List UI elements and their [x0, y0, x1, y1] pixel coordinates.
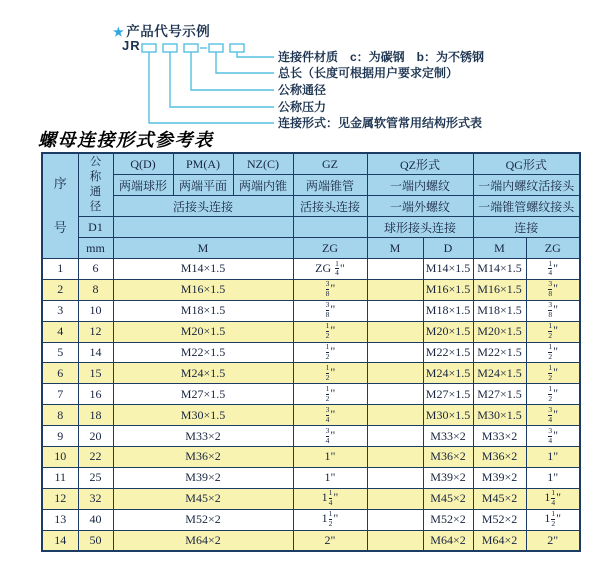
cell-no: 1	[42, 259, 78, 280]
cell-qz_d: M39×2	[423, 467, 473, 488]
cell-m: M18×1.5	[113, 300, 293, 321]
cell-qg_m: M14×1.5	[473, 259, 526, 280]
header-col-qd: Q(D)	[113, 153, 173, 175]
cell-qz_d: M64×2	[423, 530, 473, 551]
header-zg-thread: ZG	[293, 238, 367, 259]
table-row	[42, 426, 580, 447]
fraction: $\frac{1}{2}$	[325, 342, 330, 361]
table-header	[42, 153, 580, 259]
cell-qg_m: M45×2	[473, 488, 526, 509]
cell-dn: 10	[78, 300, 113, 321]
cell-gz: 2"	[293, 530, 367, 551]
table-row	[42, 467, 580, 488]
fraction: $\frac{3}{4}$	[548, 404, 553, 424]
table-row	[42, 509, 580, 530]
header-qz-m: M	[367, 238, 423, 259]
cell-no: 11	[42, 467, 78, 488]
table-row	[42, 342, 580, 363]
cell-qg_m: M30×1.5	[473, 405, 526, 426]
fraction: $\frac{1}{4}$	[548, 258, 553, 278]
fraction: $\frac{3}{4}$	[548, 425, 553, 445]
fraction: $\frac{1}{2}$	[325, 363, 330, 382]
cell-dn: 12	[78, 321, 113, 342]
cell-m: M45×2	[113, 488, 293, 509]
fraction: $\frac{3}{8}$	[325, 279, 330, 299]
cell-m: M27×1.5	[113, 384, 293, 405]
cell-qz_d: M52×2	[423, 509, 473, 530]
cell-qg_m: M39×2	[473, 467, 526, 488]
connector-line	[170, 52, 274, 107]
cell-m: M33×2	[113, 426, 293, 447]
header-qz-conn: 球形接头连接	[367, 217, 473, 238]
cell-no: 5	[42, 342, 78, 363]
table-row	[42, 530, 580, 551]
cell-no: 2	[42, 279, 78, 300]
cell-gz: $\frac{1}{2}$ "	[293, 363, 367, 384]
table-row	[42, 321, 580, 342]
fraction: $\frac{3}{8}$	[548, 300, 553, 320]
cell-qz_m	[367, 530, 423, 551]
cell-qz_d: M33×2	[423, 426, 473, 447]
cell-qz_d: M22×1.5	[423, 342, 473, 363]
cell-gz: $\frac{1}{2}$ "	[293, 321, 367, 342]
cell-qz_m	[367, 426, 423, 447]
fraction: $\frac{1}{2}$	[325, 321, 330, 341]
cell-qz_d: M27×1.5	[423, 384, 473, 405]
cell-m: M24×1.5	[113, 363, 293, 384]
cell-qg_m: M52×2	[473, 509, 526, 530]
cell-qg_zg: $\frac{3}{4}$ "	[526, 426, 580, 447]
header-qz-type2: 一端外螺纹	[367, 196, 473, 217]
header-empty	[113, 217, 293, 238]
code-box	[230, 44, 244, 52]
cell-qg_zg: $\frac{3}{4}$ "	[526, 405, 580, 426]
connector-line	[216, 52, 274, 73]
table-row	[42, 384, 580, 405]
cell-dn: 15	[78, 363, 113, 384]
table-body	[42, 259, 580, 552]
code-box	[163, 44, 177, 52]
header-col-nzc: NZ(C)	[233, 153, 293, 175]
header-qd-type: 两端球形	[113, 175, 173, 196]
cell-qg_m: M18×1.5	[473, 300, 526, 321]
cell-qg_zg: $\frac{3}{8}$ "	[526, 279, 580, 300]
code-box	[142, 44, 156, 52]
cell-qz_m	[367, 447, 423, 468]
cell-no: 6	[42, 363, 78, 384]
fraction: $\frac{1}{2}$	[548, 342, 553, 361]
cell-qg_m: M20×1.5	[473, 321, 526, 342]
cell-m: M52×2	[113, 509, 293, 530]
header-qg-conn: 连接	[473, 217, 580, 238]
table-title: 螺母连接形式参考表	[38, 130, 214, 150]
cell-dn: 16	[78, 384, 113, 405]
diagram-label-nominal-pressure: 公称压力	[278, 100, 327, 114]
cell-no: 14	[42, 530, 78, 551]
cell-dn: 20	[78, 426, 113, 447]
table-row	[42, 405, 580, 426]
cell-qz_d: M30×1.5	[423, 405, 473, 426]
header-qz-d: D	[423, 238, 473, 259]
diagram-title-text: 产品代号示例	[126, 24, 211, 39]
cell-dn: 8	[78, 279, 113, 300]
cell-dn: 25	[78, 467, 113, 488]
cell-qz_m	[367, 467, 423, 488]
header-gz-conn: 活接头连接	[293, 196, 367, 217]
nut-connection-table	[41, 152, 581, 552]
cell-qz_d: M14×1.5	[423, 259, 473, 280]
cell-gz: 1"	[293, 447, 367, 468]
cell-qz_m	[367, 488, 423, 509]
fraction: $\frac{1}{4}$	[328, 488, 333, 508]
cell-qg_zg: 1"	[526, 467, 580, 488]
header-col-gz: GZ	[293, 153, 367, 175]
cell-gz: $\frac{3}{8}$ "	[293, 279, 367, 300]
cell-gz: 1 $\frac{1}{2}$ "	[293, 509, 367, 530]
connector-line	[237, 52, 274, 57]
product-code-diagram	[0, 0, 600, 132]
cell-no: 13	[42, 509, 78, 530]
cell-qz_m	[367, 259, 423, 280]
cell-qz_d: M24×1.5	[423, 363, 473, 384]
header-qg-zg: ZG	[526, 238, 580, 259]
cell-no: 12	[42, 488, 78, 509]
cell-no: 7	[42, 384, 78, 405]
fraction: $\frac{1}{2}$	[328, 509, 333, 529]
header-union-conn: 活接头连接	[113, 196, 293, 217]
header-qg-type2: 一端锥管螺纹接头	[473, 196, 580, 217]
cell-dn: 14	[78, 342, 113, 363]
cell-dn: 40	[78, 509, 113, 530]
cell-gz: $\frac{1}{2}$ "	[293, 342, 367, 363]
cell-qg_zg: $\frac{3}{8}$ "	[526, 300, 580, 321]
header-mm: mm	[78, 238, 113, 259]
header-col-pma: PM(A)	[173, 153, 233, 175]
cell-no: 9	[42, 426, 78, 447]
header-d1: D1	[78, 217, 113, 238]
cell-gz: $\frac{3}{4}$ "	[293, 405, 367, 426]
table-row	[42, 300, 580, 321]
cell-qg_zg: $\frac{1}{4}$ "	[526, 259, 580, 280]
fraction: $\frac{1}{2}$	[548, 321, 553, 341]
header-m-thread: M	[113, 238, 293, 259]
cell-qz_m	[367, 300, 423, 321]
cell-no: 8	[42, 405, 78, 426]
cell-m: M39×2	[113, 467, 293, 488]
fraction: $\frac{1}{4}$	[551, 488, 556, 508]
table-row	[42, 488, 580, 509]
cell-qg_zg: 2"	[526, 530, 580, 551]
cell-no: 3	[42, 300, 78, 321]
header-empty	[293, 217, 367, 238]
cell-qz_m	[367, 342, 423, 363]
header-col-qg: QG形式	[473, 153, 580, 175]
cell-qg_m: M64×2	[473, 530, 526, 551]
table-row	[42, 279, 580, 300]
cell-qz_d: M16×1.5	[423, 279, 473, 300]
cell-qz_m	[367, 384, 423, 405]
fraction: $\frac{1}{2}$	[548, 383, 553, 403]
cell-qg_m: M16×1.5	[473, 279, 526, 300]
header-qg-type1: 一端内螺纹活接头	[473, 175, 580, 196]
header-col-qz: QZ形式	[367, 153, 473, 175]
fraction: $\frac{1}{4}$	[335, 258, 339, 278]
cell-qz_m	[367, 279, 423, 300]
cell-m: M64×2	[113, 530, 293, 551]
cell-qz_d: M45×2	[423, 488, 473, 509]
cell-gz: 1 $\frac{1}{4}$ "	[293, 488, 367, 509]
cell-qg_zg: $\frac{1}{2}$ "	[526, 342, 580, 363]
cell-m: M36×2	[113, 447, 293, 468]
cell-no: 4	[42, 321, 78, 342]
product-code-prefix: JR	[122, 38, 141, 53]
cell-dn: 18	[78, 405, 113, 426]
code-box	[184, 44, 198, 52]
fraction: $\frac{1}{2}$	[551, 509, 556, 529]
fraction: $\frac{3}{4}$	[325, 404, 330, 424]
header-dn: 公 称 通 径	[78, 153, 113, 217]
cell-m: M30×1.5	[113, 405, 293, 426]
cell-qz_m	[367, 405, 423, 426]
cell-qz_d: M36×2	[423, 447, 473, 468]
diagram-label-total-length: 总长（长度可根据用户要求定制）	[278, 66, 459, 80]
cell-qg_m: M27×1.5	[473, 384, 526, 405]
cell-qz_m	[367, 363, 423, 384]
table-row	[42, 259, 580, 280]
cell-qg_zg: 1"	[526, 447, 580, 468]
header-seq: 序 号	[42, 153, 78, 259]
cell-qg_zg: 1 $\frac{1}{4}$ "	[526, 488, 580, 509]
code-box	[209, 44, 223, 52]
header-qz-type1: 一端内螺纹	[367, 175, 473, 196]
cell-qg_m: M24×1.5	[473, 363, 526, 384]
diagram-label-connection-form: 连接形式：见金属软管常用结构形式表	[278, 116, 483, 130]
fraction: $\frac{3}{8}$	[325, 300, 330, 320]
cell-qg_m: M33×2	[473, 426, 526, 447]
table-row	[42, 363, 580, 384]
cell-m: M16×1.5	[113, 279, 293, 300]
header-qg-m: M	[473, 238, 526, 259]
fraction: $\frac{1}{2}$	[548, 363, 553, 382]
table-row	[42, 447, 580, 468]
cell-qz_m	[367, 321, 423, 342]
cell-dn: 6	[78, 259, 113, 280]
cell-qz_m	[367, 509, 423, 530]
cell-qz_d: M20×1.5	[423, 321, 473, 342]
cell-qg_zg: $\frac{1}{2}$ "	[526, 321, 580, 342]
cell-qg_m: M36×2	[473, 447, 526, 468]
cell-m: M14×1.5	[113, 259, 293, 280]
cell-qg_m: M22×1.5	[473, 342, 526, 363]
cell-m: M22×1.5	[113, 342, 293, 363]
cell-m: M20×1.5	[113, 321, 293, 342]
cell-gz: 1"	[293, 467, 367, 488]
cell-qg_zg: $\frac{1}{2}$ "	[526, 384, 580, 405]
fraction: $\frac{1}{2}$	[325, 383, 330, 403]
cell-qg_zg: $\frac{1}{2}$ "	[526, 363, 580, 384]
connector-line	[149, 52, 274, 123]
cell-dn: 50	[78, 530, 113, 551]
cell-dn: 22	[78, 447, 113, 468]
cell-gz: ZG $\frac{1}{4}$ "	[293, 259, 367, 280]
fraction: $\frac{3}{4}$	[325, 425, 330, 445]
header-pma-type: 两端平面	[173, 175, 233, 196]
diagram-label-material: 连接件材质 c：为碳钢 b：为不锈钢	[278, 50, 485, 64]
cell-no: 10	[42, 447, 78, 468]
cell-gz: $\frac{1}{2}$ "	[293, 384, 367, 405]
cell-gz: $\frac{3}{4}$ "	[293, 426, 367, 447]
cell-gz: $\frac{3}{8}$ "	[293, 300, 367, 321]
fraction: $\frac{3}{8}$	[548, 279, 553, 299]
cell-qz_d: M18×1.5	[423, 300, 473, 321]
cell-dn: 32	[78, 488, 113, 509]
cell-qg_zg: 1 $\frac{1}{2}$ "	[526, 509, 580, 530]
diagram-label-nominal-diameter: 公称通径	[278, 83, 327, 97]
star-icon: ★	[113, 25, 125, 39]
header-gz-type: 两端锥管	[293, 175, 367, 196]
header-nzc-type: 两端内锥	[233, 175, 293, 196]
